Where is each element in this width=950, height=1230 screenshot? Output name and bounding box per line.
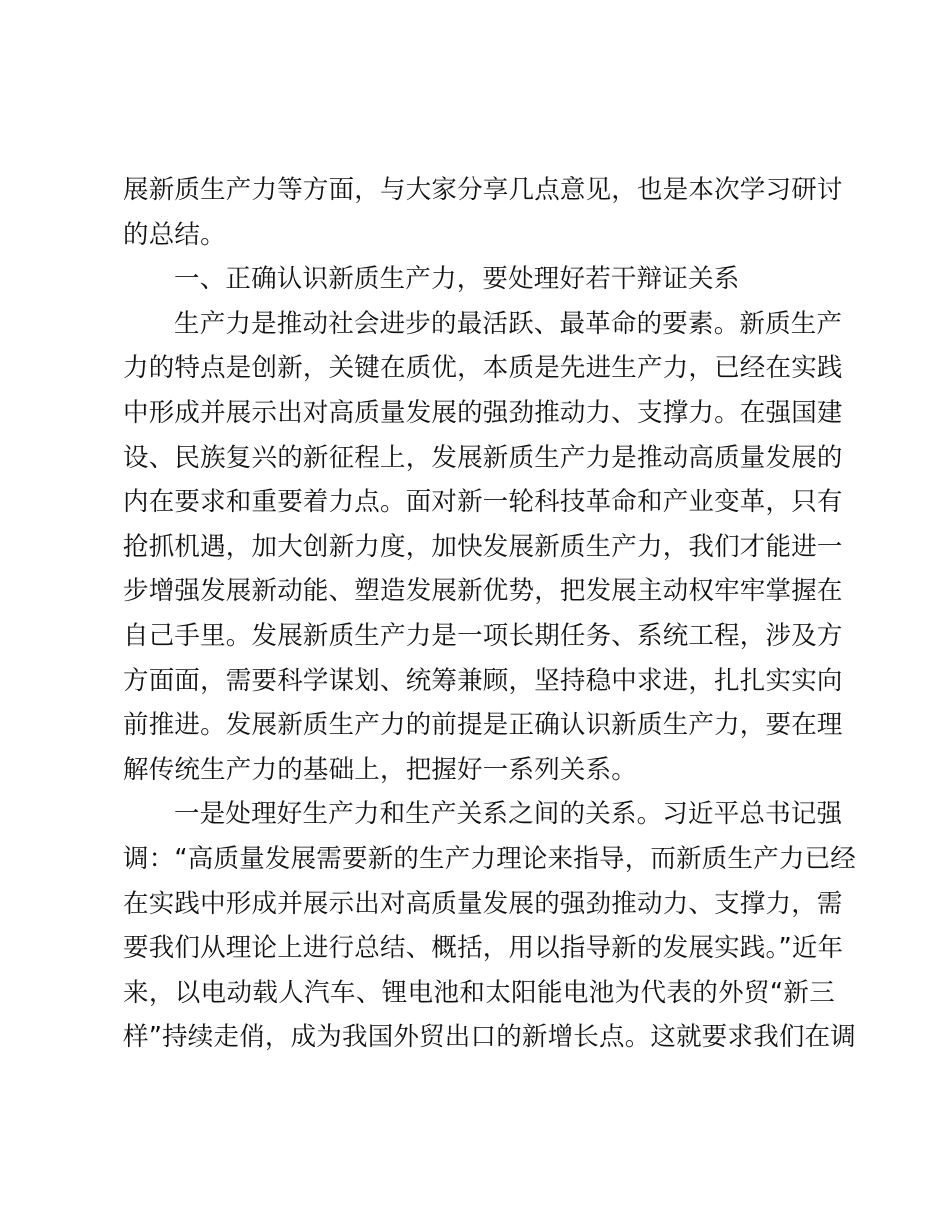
paragraph-line: 内在要求和重要着力点。面对新一轮科技革命和产业变革，只有: [123, 487, 843, 518]
paragraph-line: 步增强发展新动能、塑造发展新优势，把发展主动权牢牢掌握在: [123, 576, 843, 607]
paragraph-line: 自己手里。发展新质生产力是一项长期任务、系统工程，涉及方: [123, 620, 843, 651]
paragraph-line: 抢抓机遇，加大创新力度，加快发展新质生产力，我们才能进一: [123, 531, 843, 562]
paragraph-line: 解传统生产力的基础上，把握好一系列关系。: [123, 754, 638, 785]
paragraph-line: 设、民族复兴的新征程上，发展新质生产力是推动高质量发展的: [123, 442, 843, 473]
paragraph-line: 中形成并展示出对高质量发展的强劲推动力、支撑力。在强国建: [123, 397, 843, 428]
paragraph-line: 前推进。发展新质生产力的前提是正确认识新质生产力，要在理: [123, 710, 843, 741]
paragraph-line: 在实践中形成并展示出对高质量发展的强劲推动力、支撑力，需: [123, 888, 843, 919]
section-heading: 一、正确认识新质生产力，要处理好若干辩证关系: [174, 264, 740, 295]
paragraph-line: 调：“高质量发展需要新的生产力理论来指导，而新质生产力已经: [123, 843, 857, 874]
paragraph-line: 来，以电动载人汽车、锂电池和太阳能电池为代表的外贸“新三: [123, 977, 835, 1008]
paragraph-line: 力的特点是创新，关键在质优，本质是先进生产力，已经在实践: [123, 353, 843, 384]
paragraph-line: 要我们从理论上进行总结、概括，用以指导新的发展实践。”近年: [123, 933, 844, 964]
paragraph-line: 展新质生产力等方面，与大家分享几点意见，也是本次学习研讨: [123, 175, 843, 205]
paragraph-line: 方面面，需要科学谋划、统筹兼顾，坚持稳中求进，扎扎实实向: [123, 665, 843, 696]
document-body: [123, 168, 857, 1060]
paragraph-line: 一是处理好生产力和生产关系之间的关系。习近平总书记强: [174, 799, 843, 830]
paragraph-line: 的总结。: [123, 219, 226, 250]
paragraph-line: 样”持续走俏，成为我国外贸出口的新增长点。这就要求我们在调: [123, 1022, 857, 1053]
paragraph-line: 生产力是推动社会进步的最活跃、最革命的要素。新质生产: [174, 308, 843, 339]
